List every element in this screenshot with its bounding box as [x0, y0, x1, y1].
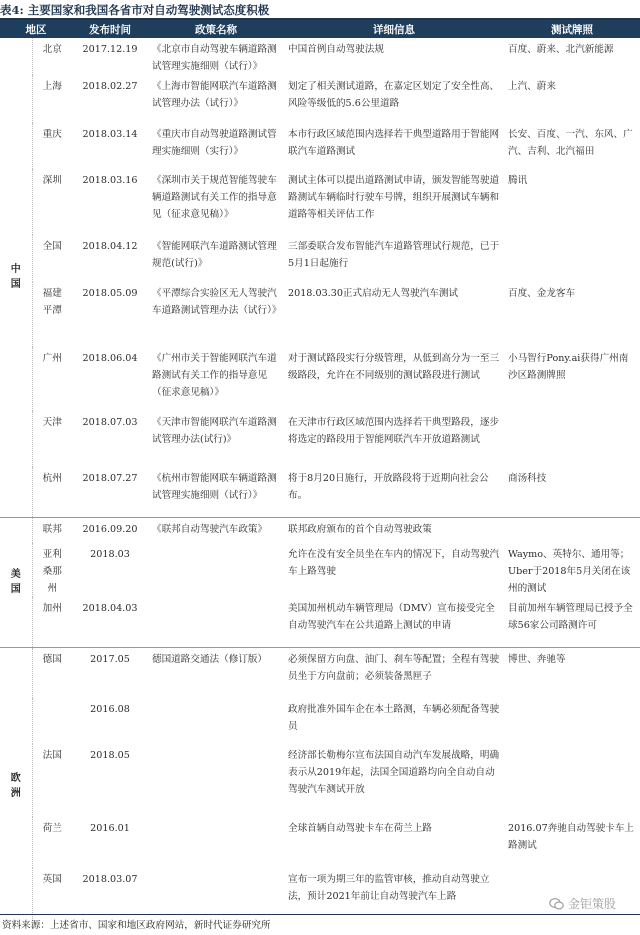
city-cell: 法国 — [42, 750, 62, 761]
license-cell: 腾讯 — [508, 175, 528, 186]
policy-cell: 《杭州市智能网联车辆道路测试管理实施细则（试行）》 — [152, 473, 277, 501]
header-region: 地区 — [0, 20, 72, 38]
license-cell: 商汤科技 — [508, 473, 547, 484]
detail-cell: 必须保留方向盘、油门、刹车等配置；全程有驾驶员坐于方向盘前；必须装备黑匣子 — [284, 647, 504, 698]
table-row — [0, 698, 640, 744]
license-cell — [504, 235, 640, 282]
table-row — [0, 169, 640, 235]
license-cell: 长安、百度、一汽、东风、广汽、吉利、北汽福田 — [508, 129, 633, 157]
header-date: 发布时间 — [72, 20, 148, 38]
detail-cell: 美国加州机动车辆管理局（DMV）宣布接受完全自动驾驶汽车在公共道路上测试的申请 — [288, 603, 495, 631]
table-row — [0, 543, 640, 597]
license-cell: 2016.07奔驰自动驾驶卡车上路测试 — [508, 823, 635, 851]
table-body — [0, 38, 640, 925]
date-cell: 2017.12.19 — [82, 44, 138, 55]
region-label: 中国 — [10, 263, 21, 290]
city-cell: 加州 — [42, 603, 62, 614]
policy-cell — [148, 698, 284, 744]
license-cell — [504, 517, 640, 543]
detail-cell: 政府批准外国车企在本土路测，车辆必须配备驾驶员 — [288, 704, 500, 732]
table-row — [0, 647, 640, 698]
detail-cell: 经济部长勒梅尔宣布法国自动汽车发展战略，明确表示从2019年起，法国全国道路均向全自动自动驾驶汽车测试开放 — [288, 750, 500, 795]
table-header-row — [0, 20, 640, 38]
policy-cell — [148, 744, 284, 817]
detail-cell: 划定了相关测试道路，在嘉定区划定了安全性高、风险等级低的5.6公里道路 — [288, 81, 500, 109]
policy-cell — [148, 543, 284, 597]
license-cell: Waymo、英特尔、通用等；Uber于2018年5月关闭在该州的测试 — [508, 549, 631, 594]
date-cell: 2016.08 — [90, 704, 130, 715]
region-cell — [0, 38, 32, 517]
date-cell: 2018.07.03 — [82, 417, 138, 428]
date-cell: 2018.03.14 — [82, 129, 138, 140]
license-cell: 小马智行Pony.ai获得广州南沙区路测牌照 — [508, 353, 629, 381]
policy-cell: 《广州市关于智能网联汽车道路测试有关工作的指导意见（征求意见稿）》 — [152, 353, 277, 398]
city-cell: 全国 — [42, 241, 62, 252]
city-cell: 德国 — [32, 647, 72, 698]
policy-cell: 《智能网联汽车道路测试管理规范(试行)》 — [152, 241, 277, 269]
date-cell: 2016.09.20 — [72, 517, 148, 543]
detail-cell: 将于8月20日施行，开放路段将于近期向社会公布。 — [288, 473, 489, 501]
city-cell: 上海 — [42, 81, 62, 92]
policy-cell: 《深圳市关于规范智能驾驶车辆道路测试有关工作的指导意见（征求意见稿）》 — [152, 175, 277, 220]
city-cell: 福建平潭 — [42, 288, 62, 316]
city-cell: 深圳 — [42, 175, 62, 186]
detail-cell: 对于测试路段实行分级管理，从低到高分为一至三级路段，允许在不同级别的测试路段进行测试 — [288, 353, 500, 381]
date-cell: 2016.01 — [90, 823, 130, 834]
table-row — [0, 517, 640, 543]
watermark — [549, 895, 616, 912]
policy-cell: 《重庆市自动驾驶道路测试管理实施细则（实行）》 — [152, 129, 277, 157]
date-cell: 2017.05 — [72, 647, 148, 698]
city-cell: 联邦 — [32, 517, 72, 543]
policy-table — [0, 20, 640, 925]
region-label: 美国 — [10, 568, 21, 595]
date-cell: 2018.05.09 — [82, 288, 138, 299]
date-cell: 2018.04.03 — [82, 603, 138, 614]
date-cell: 2018.05 — [90, 750, 130, 761]
detail-cell: 2018.03.30正式启动无人驾驶汽车测试 — [288, 288, 459, 299]
detail-cell: 测试主体可以提出道路测试申请，颁发智能驾驶道路测试车辆临时行驶车号牌，组织开展测试车辆和道路等相关评估工作 — [288, 175, 500, 220]
city-cell: 荷兰 — [42, 823, 62, 834]
policy-cell: 《上海市智能网联汽车道路测试管理办法（试行）》 — [152, 81, 277, 109]
license-cell — [504, 698, 640, 744]
city-cell: 杭州 — [42, 473, 62, 484]
table-row — [0, 123, 640, 169]
license-cell: 博世、奔驰等 — [504, 647, 640, 698]
license-cell: 百度、蔚来、北汽新能源 — [508, 44, 614, 55]
table-title: 表4: 主要国家和我国各省市对自动驾驶测试态度积极 — [0, 3, 270, 17]
detail-cell: 在天津市行政区域范围内选择若干典型路段，逐步将选定的路段用于智能网联汽车开放道路测试 — [288, 417, 500, 445]
table-row — [0, 817, 640, 868]
policy-cell: 《北京市自动驾驶车辆道路测试管理实施细则（试行）》 — [152, 44, 277, 72]
table-row — [0, 597, 640, 647]
header-license: 测试牌照 — [504, 20, 640, 38]
table-row — [0, 347, 640, 411]
footer-rule — [0, 914, 640, 915]
header-detail: 详细信息 — [284, 20, 504, 38]
policy-cell — [148, 597, 284, 647]
detail-cell: 中国首例自动驾驶法规 — [288, 44, 384, 55]
city-cell: 重庆 — [42, 129, 62, 140]
table-row — [0, 744, 640, 817]
license-cell — [504, 411, 640, 467]
source-note: 资料来源：上述省市、国家和地区政府网站，新时代证券研究所 — [2, 920, 271, 931]
date-cell: 2018.04.12 — [82, 241, 138, 252]
policy-cell: 《天津市智能网联汽车道路测试管理办法(试行)》 — [152, 417, 277, 445]
date-cell: 2018.02.27 — [82, 81, 138, 92]
table-row — [0, 38, 640, 75]
license-cell: 百度、金龙客车 — [508, 288, 576, 299]
table-row — [0, 75, 640, 123]
region-cell — [0, 647, 32, 925]
city-cell: 天津 — [42, 417, 62, 428]
detail-cell: 联邦政府颁布的首个自动驾驶政策 — [284, 517, 504, 543]
license-cell: 上汽、蔚来 — [508, 81, 556, 92]
date-cell: 2018.03 — [90, 549, 130, 560]
license-cell: 目前加州车辆管理局已授予全球56家公司路测许可 — [508, 603, 633, 631]
detail-cell: 允许在没有安全员坐在车内的情况下，自动驾驶汽车上路驾驶 — [288, 549, 500, 577]
detail-cell: 本市行政区域范围内选择若干典型道路用于智能网联汽车道路测试 — [288, 129, 500, 157]
detail-cell: 宣布一项为期三年的监管审核，推动自动驾驶立法，预计2021年前让自动驾驶汽车上路 — [288, 874, 490, 902]
date-cell: 2018.06.04 — [82, 353, 138, 364]
date-cell: 2018.03.07 — [82, 874, 138, 885]
date-cell: 2018.03.16 — [82, 175, 138, 186]
policy-cell: 德国道路交通法（修订版） — [148, 647, 284, 698]
table-row — [0, 282, 640, 347]
wechat-icon — [549, 898, 564, 910]
city-cell — [32, 698, 72, 744]
policy-cell: 《联邦自动驾驶汽车政策》 — [148, 517, 284, 543]
policy-cell — [148, 817, 284, 868]
watermark-text: 金钜策股 — [567, 897, 616, 911]
city-cell: 北京 — [42, 44, 62, 55]
date-cell: 2018.07.27 — [82, 473, 138, 484]
city-cell: 亚利桑那州 — [42, 549, 62, 594]
city-cell: 广州 — [42, 353, 62, 364]
city-cell: 英国 — [42, 874, 62, 885]
detail-cell: 三部委联合发布智能汽车道路管理试行规范，已于5月1日起施行 — [288, 241, 500, 269]
table-row — [0, 235, 640, 282]
header-policy: 政策名称 — [148, 20, 284, 38]
detail-cell: 全球首辆自动驾驶卡车在荷兰上路 — [288, 823, 432, 834]
policy-cell: 《平潭综合实验区无人驾驶汽车道路测试管理办法（试行）》 — [152, 288, 282, 316]
region-label: 欧洲 — [10, 772, 21, 799]
license-cell — [504, 744, 640, 817]
table-row — [0, 411, 640, 467]
region-cell — [0, 517, 32, 647]
table-row — [0, 467, 640, 517]
